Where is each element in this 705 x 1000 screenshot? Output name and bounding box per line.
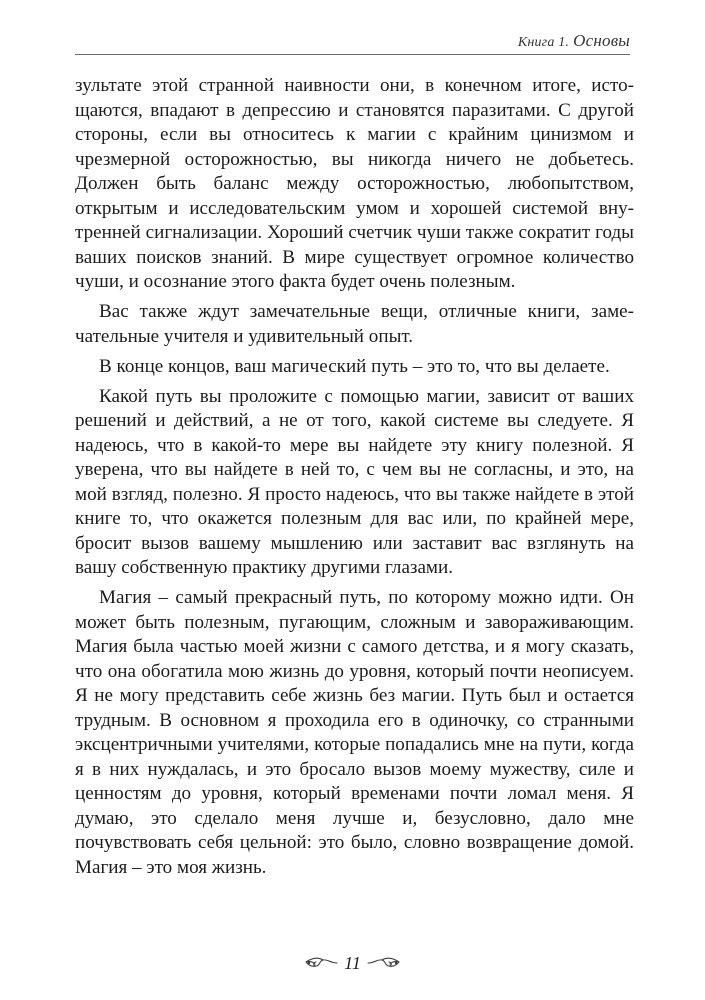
paragraph: Вас также ждут замечательные вещи, отличные книги, замечательные учителя и удивительный опыт. [75, 301, 634, 347]
paragraph-continuation: зультате этой странной наивности они, в конечном итоге, истощаются, впадают в депрессию и становятся паразитами. С другой стороны, если вы относитесь к магии с крайним цинизмом и чрезмерной осторожностью, вы никогда ничего не добьетесь. Должен быть баланс между осторожностью, любопытством, открытым и исследовательским умом и хорошей системой внутренней сигнализации. Хороший счетчик чуши также сократит годы ваших поисков знаний. В мире существует огромное количество чуши, и осознание этого факта будет очень полезным. [75, 75, 634, 292]
paragraph: В конце концов, ваш магический путь – это то, что вы делаете. [99, 355, 610, 377]
running-header-title: Основы [573, 31, 630, 50]
paragraph: Какой путь вы проложите с помощью магии, зависит от ваших решений и действий, а не от того, какой системе вы следуете. Я надеюсь, что в какой-то мере вы найдете эту книгу полезной. Я уверена, что вы найдете в ней то, с чем вы не согласны, и это, на мой взгляд, полезно. Я просто надеюсь, что вы также найдете в этой книге то, что окажется полезным для вас или, по крайней мере, бросит вызов вашему мышлению или заставит вас взглянуть на вашу собственную практику другими глазами. [75, 385, 634, 578]
page-footer [0, 950, 705, 976]
running-header [75, 30, 630, 55]
running-header-book-label: Книга 1. [517, 35, 570, 50]
body-text [75, 74, 634, 886]
flourish-left-ornament-icon [304, 956, 338, 970]
paragraph: Магия – самый прекрасный путь, по которому можно идти. Он может быть полезным, пугающим, сложным и завораживающим. Магия была частью моей жизни с самого детства, и я могу сказать, что она обогатила мою жизнь до уровня, который почти неописуем. Я не могу представить себе жизнь без магии. Путь был и остается трудным. В основном я проходила его в одиночку, со странными эксцентричными учителями, которые попадались мне на пути, когда я в них нуждалась, и это бросало вызов моему мужеству, силе и ценностям до уровня, который временами почти ломал меня. Я думаю, это сделало меня лучше и, безусловно, дало мне почувствовать себя цельной: это было, словно возвращение домой. Магия – это моя жизнь. [75, 587, 634, 878]
page-number: 11 [344, 953, 361, 973]
flourish-right-ornament-icon [367, 956, 401, 970]
